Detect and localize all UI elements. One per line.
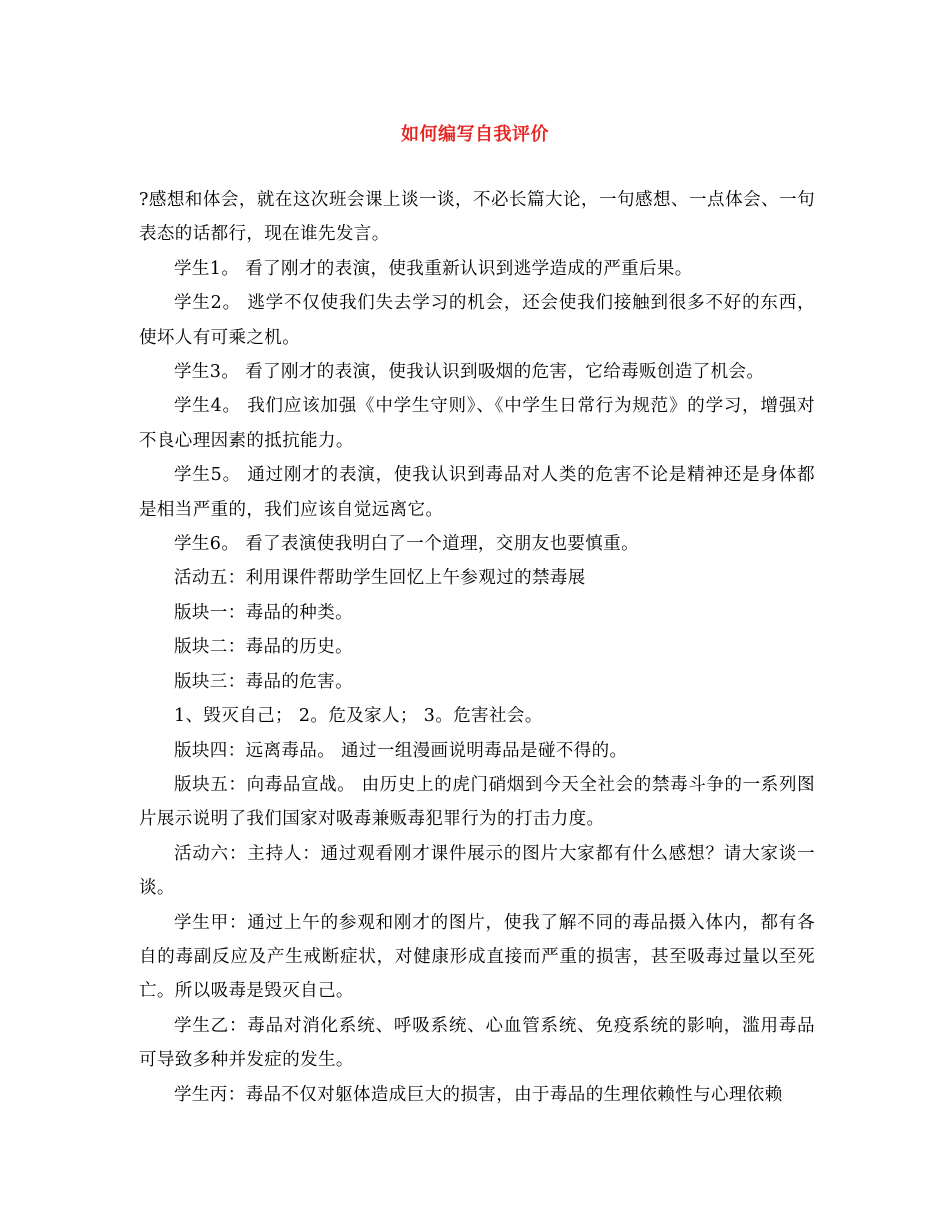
paragraph: 版块二：毒品的历史。 <box>174 637 353 658</box>
paragraph: 版块五：向毒品宣战。 由历史上的虎门硝烟到今天全社会的禁毒斗争的一系列图片展示说明了我们国家对吸毒兼贩毒犯罪行为的打击力度。 <box>139 774 815 830</box>
document-title: 如何编写自我评价 <box>401 124 549 145</box>
paragraph: 学生丙：毒品不仅对躯体造成巨大的损害，由于毒品的生理依赖性与心理依赖 <box>174 1084 783 1105</box>
paragraph: ?感想和体会，就在这次班会课上谈一谈，不必长篇大论，一句感想、一点体会、一句表态的话都行，现在谁先发言。 <box>139 190 815 245</box>
paragraph: 学生甲：通过上午的参观和刚才的图片，使我了解不同的毒品摄入体内，都有各自的毒副反应及产生戒断症状，对健康形成直接而严重的损害，甚至吸毒过量以至死亡。所以吸毒是毁灭自己。 <box>139 912 815 1002</box>
document-body <box>139 183 815 1112</box>
paragraph: 学生1。 看了刚才的表演，使我重新认识到逃学造成的严重后果。 <box>174 258 693 279</box>
paragraph: 学生5。 通过刚才的表演，使我认识到毒品对人类的危害不论是精神还是身体都是相当严重的，我们应该自觉远离它。 <box>139 465 815 520</box>
paragraph: 版块三：毒品的危害。 <box>174 671 353 692</box>
paragraph: 学生3。 看了刚才的表演，使我认识到吸烟的危害，它给毒贩创造了机会。 <box>174 362 765 383</box>
paragraph: 活动五：利用课件帮助学生回忆上午参观过的禁毒展 <box>174 568 586 589</box>
paragraph: 学生2。 逃学不仅使我们失去学习的机会，还会使我们接触到很多不好的东西，使坏人有可乘之机。 <box>139 293 815 348</box>
paragraph: 学生乙：毒品对消化系统、呼吸系统、心血管系统、免疫系统的影响，滥用毒品可导致多种并发症的发生。 <box>139 1015 815 1071</box>
paragraph: 1、毁灭自己； 2。危及家人； 3。危害社会。 <box>174 706 543 727</box>
paragraph: 版块四：远离毒品。 通过一组漫画说明毒品是碰不得的。 <box>174 740 628 761</box>
paragraph: 活动六：主持人：通过观看刚才课件展示的图片大家都有什么感想？请大家谈一谈。 <box>139 843 815 899</box>
paragraph: 学生6。 看了表演使我明白了一个道理，交朋友也要慎重。 <box>174 534 639 555</box>
paragraph: 版块一：毒品的种类。 <box>174 602 353 623</box>
paragraph: 学生4。 我们应该加强《中学生守则》、《中学生日常行为规范》的学习，增强对不良心理因素的抵抗能力。 <box>139 396 815 451</box>
